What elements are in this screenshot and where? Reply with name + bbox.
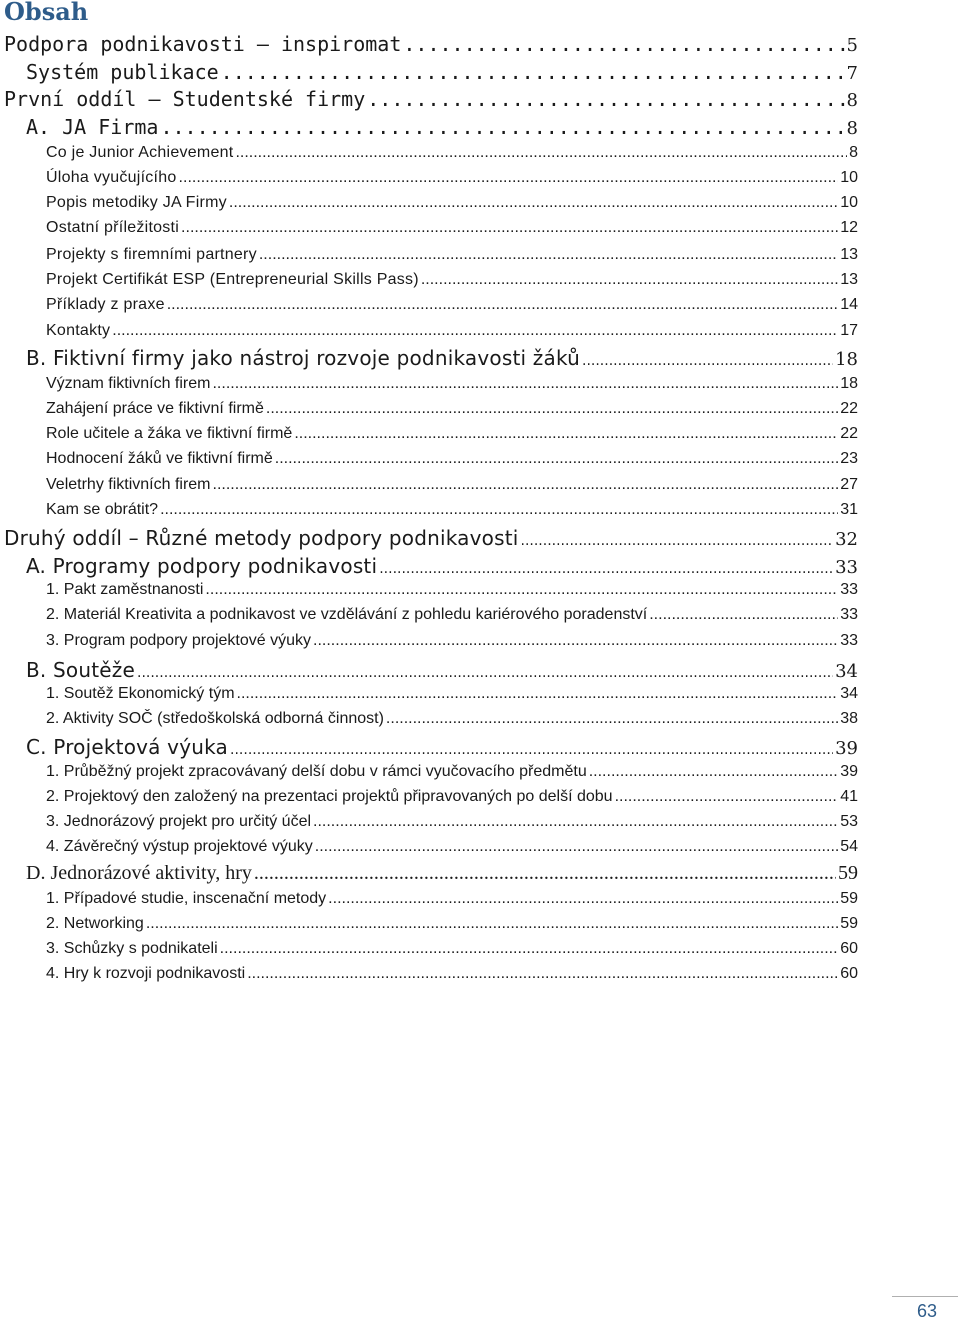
- toc-entry-page: 33: [835, 557, 858, 578]
- toc-entry-text: 3. Jednorázový projekt pro určitý účel: [46, 813, 312, 830]
- toc-entry[interactable]: [46, 940, 858, 958]
- toc-entry-page: 13: [840, 271, 858, 288]
- toc-entry[interactable]: [26, 658, 858, 682]
- toc-entry-text: 3. Program podpory projektové výuky: [46, 632, 312, 649]
- toc-entry[interactable]: [4, 526, 858, 550]
- toc-entry-text: 1. Soutěž Ekonomický tým: [46, 685, 235, 702]
- toc-entry-page: 8: [846, 90, 858, 111]
- toc-leader-dots: [220, 940, 839, 958]
- toc-entry-text: A. Programy podpory podnikavosti: [26, 554, 378, 578]
- toc-leader-dots: [146, 915, 838, 933]
- toc-entry-text: Role učitele a žáka ve fiktivní firmě: [46, 425, 293, 442]
- toc-leader-dots: [421, 271, 838, 289]
- toc-entry[interactable]: [46, 219, 858, 237]
- toc-entry-text: B. Fiktivní firmy jako nástroj rozvoje podnikavosti žáků: [26, 346, 580, 370]
- toc-entry[interactable]: [46, 788, 858, 806]
- toc-leader-dots: [582, 353, 833, 369]
- toc-entry-text: Systém publikace: [26, 60, 219, 84]
- toc-leader-dots: [137, 665, 833, 681]
- toc-entry-page: 13: [840, 246, 858, 263]
- toc-leader-dots: [160, 115, 844, 139]
- footer-divider: [892, 1296, 958, 1297]
- toc-leader-dots: [254, 862, 836, 885]
- toc-entry-page: 32: [835, 529, 858, 550]
- toc-entry-text: Ostatní příležitosti: [46, 219, 180, 236]
- toc-entry-text: 4. Hry k rozvoji podnikavosti: [46, 965, 246, 982]
- toc-entry-text: 2. Materiál Kreativita a podnikavost ve vzdělávání z pohledu kariérového poradenství: [46, 606, 648, 623]
- toc-entry-text: Kam se obrátit?: [46, 501, 159, 518]
- toc-leader-dots: [521, 533, 834, 549]
- toc-entry-page: 60: [840, 965, 858, 982]
- toc-entry-page: 14: [840, 296, 858, 313]
- toc-leader-dots: [313, 813, 838, 831]
- toc-entry-text: Projekt Certifikát ESP (Entrepreneurial Skills Pass): [46, 271, 419, 288]
- toc-entry-text: 2. Networking: [46, 915, 144, 932]
- toc-entry[interactable]: [26, 115, 858, 139]
- toc-entry-text: První oddíl – Studentské firmy: [4, 87, 366, 111]
- toc-entry-text: 4. Závěrečný výstup projektové výuky: [46, 838, 313, 855]
- toc-leader-dots: [237, 685, 839, 703]
- toc-leader-dots: [403, 32, 844, 56]
- toc-leader-dots: [112, 322, 838, 340]
- toc-entry-page: 10: [840, 169, 858, 186]
- toc-leader-dots: [205, 581, 838, 599]
- toc-entry-page: 34: [840, 685, 858, 702]
- toc-entry-text: A. JA Firma: [26, 115, 159, 139]
- toc-entry[interactable]: [46, 169, 858, 187]
- toc-entry-page: 60: [840, 940, 858, 957]
- toc-entry-page: 33: [840, 581, 858, 598]
- toc-leader-dots: [328, 890, 838, 908]
- toc-entry[interactable]: [46, 685, 858, 703]
- toc-entry[interactable]: [46, 838, 858, 856]
- toc-entry-page: 41: [840, 788, 858, 805]
- toc-leader-dots: [247, 965, 838, 983]
- toc-entry[interactable]: [4, 87, 858, 111]
- toc-entry-page: 27: [840, 476, 858, 493]
- toc-entry-text: 2. Projektový den založený na prezentaci projektů připravovaných po delší dobu: [46, 788, 613, 805]
- toc-entry-text: Hodnocení žáků ve fiktivní firmě: [46, 450, 273, 467]
- toc-leader-dots: [160, 501, 838, 519]
- toc-leader-dots: [235, 144, 847, 162]
- toc-entry[interactable]: [46, 296, 858, 314]
- toc-leader-dots: [313, 632, 838, 650]
- toc-entry-text: B. Soutěže: [26, 658, 135, 682]
- toc-leader-dots: [275, 450, 838, 468]
- toc-entry[interactable]: [46, 710, 858, 728]
- toc-entry-page: 31: [840, 501, 858, 518]
- toc-entry-page: 33: [840, 606, 858, 623]
- toc-leader-dots: [221, 60, 845, 84]
- toc-leader-dots: [386, 710, 838, 728]
- toc-entry[interactable]: [46, 375, 858, 393]
- toc-entry[interactable]: [26, 554, 858, 578]
- toc-entry-page: 12: [840, 219, 858, 236]
- toc-entry[interactable]: [46, 763, 858, 781]
- toc-entry[interactable]: [46, 606, 858, 624]
- toc-entry[interactable]: [4, 32, 858, 56]
- toc-entry[interactable]: [46, 425, 858, 443]
- toc-entry-text: Druhý oddíl – Různé metody podpory podnikavosti: [4, 526, 519, 550]
- toc-entry-text: C. Projektová výuka: [26, 735, 229, 759]
- toc-entry[interactable]: [46, 915, 858, 933]
- toc-leader-dots: [367, 87, 844, 111]
- toc-entry-text: 3. Schůzky s podnikateli: [46, 940, 218, 957]
- toc-entry-page: 22: [840, 400, 858, 417]
- toc-entry-text: D. Jednorázové aktivity, hry: [26, 862, 252, 884]
- toc-entry-page: 38: [840, 710, 858, 727]
- toc-entry-text: Význam fiktivních firem: [46, 375, 211, 392]
- toc-entry-text: Podpora podnikavosti – inspiromat: [4, 32, 402, 56]
- toc-entry-text: Veletrhy fiktivních firem: [46, 476, 211, 493]
- toc-entry[interactable]: [26, 862, 858, 885]
- toc-entry-text: Příklady z praxe: [46, 296, 165, 313]
- toc-leader-dots: [315, 838, 838, 856]
- toc-leader-dots: [615, 788, 839, 806]
- toc-entry[interactable]: [46, 581, 858, 599]
- toc-entry[interactable]: [46, 450, 858, 468]
- toc-leader-dots: [179, 169, 839, 187]
- toc-leader-dots: [266, 400, 838, 418]
- toc-entry-page: 8: [849, 144, 858, 161]
- toc-leader-dots: [259, 246, 838, 264]
- toc-entry-text: 1. Případové studie, inscenační metody: [46, 890, 327, 907]
- toc-entry[interactable]: [46, 194, 858, 212]
- toc-entry-text: Popis metodiky JA Firmy: [46, 194, 227, 211]
- toc-entry-page: 5: [846, 35, 858, 56]
- toc-entry-page: 39: [840, 763, 858, 780]
- toc-entry[interactable]: [46, 400, 858, 418]
- toc-entry-text: Zahájení práce ve fiktivní firmě: [46, 400, 264, 417]
- toc-leader-dots: [212, 375, 838, 393]
- toc-entry-page: 33: [840, 632, 858, 649]
- toc-entry-page: 18: [835, 349, 858, 370]
- toc-entry-page: 10: [840, 194, 858, 211]
- toc-entry-page: 34: [835, 661, 858, 682]
- toc-entry-page: 8: [846, 118, 858, 139]
- toc-leader-dots: [589, 763, 838, 781]
- toc-entry[interactable]: [26, 60, 858, 84]
- toc-leader-dots: [649, 606, 838, 624]
- toc-entry-text: 1. Průběžný projekt zpracovávaný delší dobu v rámci vyučovacího předmětu: [46, 763, 587, 780]
- toc-leader-dots: [230, 742, 833, 758]
- toc-entry[interactable]: [26, 346, 858, 370]
- toc-leader-dots: [229, 194, 838, 212]
- toc-entry-page: 59: [840, 890, 858, 907]
- toc-entry[interactable]: [46, 322, 858, 340]
- toc-entry-text: Projekty s firemními partnery: [46, 246, 257, 263]
- toc-title: Obsah: [4, 0, 89, 26]
- toc-entry-page: 23: [840, 450, 858, 467]
- toc-leader-dots: [213, 476, 839, 494]
- toc-entry-page: 59: [840, 915, 858, 932]
- toc-entry-page: 17: [840, 322, 858, 339]
- toc-entry[interactable]: [46, 476, 858, 494]
- toc-entry[interactable]: [46, 813, 858, 831]
- toc-entry-page: 39: [835, 738, 858, 759]
- toc-entry-page: 53: [840, 813, 858, 830]
- page-number: 63: [916, 1301, 937, 1321]
- toc-entry-text: Úloha vyučujícího: [46, 169, 177, 186]
- toc-entry[interactable]: [46, 965, 858, 983]
- toc-entry-text: 1. Pakt zaměstnanosti: [46, 581, 204, 598]
- toc-entry-text: Co je Junior Achievement: [46, 144, 234, 161]
- toc-entry[interactable]: [46, 632, 858, 650]
- toc-entry-text: 2. Aktivity SOČ (středoškolská odborná činnost): [46, 710, 384, 727]
- toc-entry[interactable]: [46, 271, 858, 289]
- toc-leader-dots: [294, 425, 838, 443]
- toc-leader-dots: [167, 296, 838, 314]
- toc-entry[interactable]: [46, 144, 858, 162]
- toc-entry-page: 7: [846, 63, 858, 84]
- toc-entry-page: 54: [840, 838, 858, 855]
- toc-entry[interactable]: [46, 246, 858, 264]
- toc-entry[interactable]: [26, 735, 858, 759]
- toc-leader-dots: [379, 561, 833, 577]
- toc-entry-page: 59: [838, 862, 858, 884]
- toc-entry[interactable]: [46, 890, 858, 908]
- toc-entry[interactable]: [46, 501, 858, 519]
- toc-leader-dots: [181, 219, 838, 237]
- toc-entry-page: 18: [840, 375, 858, 392]
- toc-entry-page: 22: [840, 425, 858, 442]
- toc-entry-text: Kontakty: [46, 322, 111, 339]
